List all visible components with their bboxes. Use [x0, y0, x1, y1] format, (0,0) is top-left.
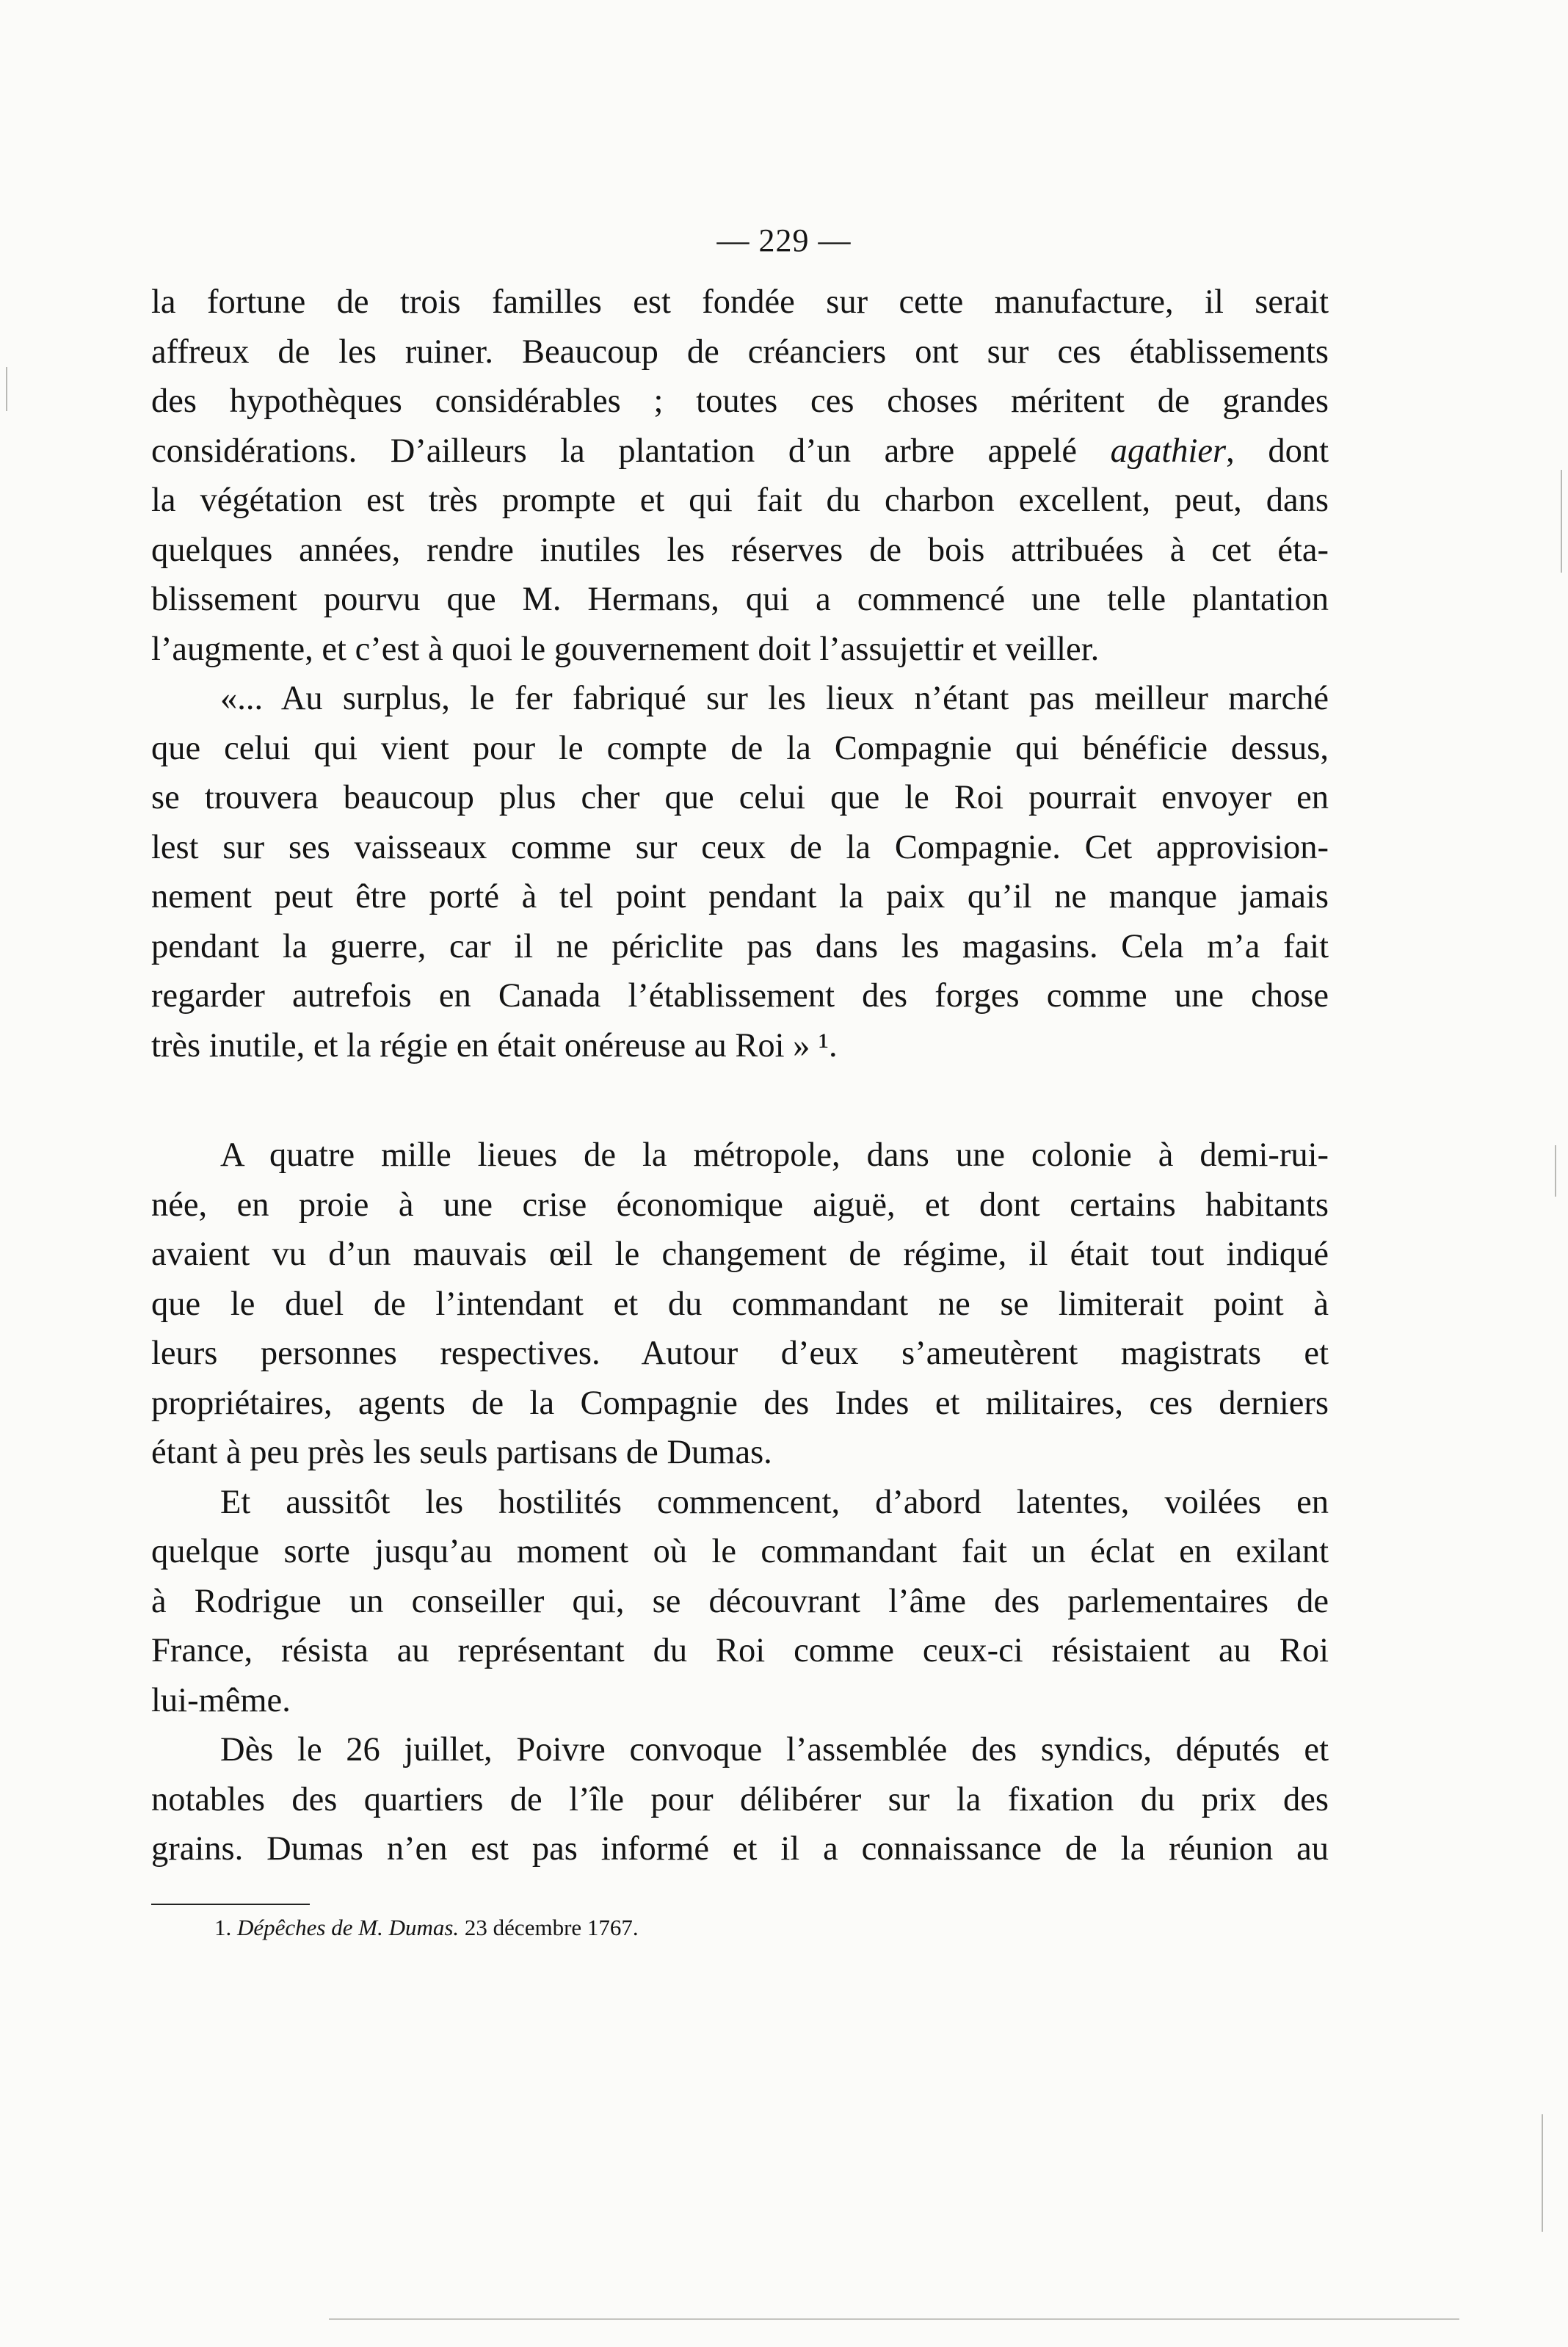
paragraph-quote: [151, 674, 1329, 1070]
italic-term: agathier: [1110, 432, 1227, 470]
text-line: leurs personnes respectives. Autour d’eux s’ameutèrent magistrats et: [151, 1335, 1329, 1372]
text-line: pendant la guerre, car il ne périclite pas dans les magasins. Cela m’a fait: [151, 927, 1329, 965]
text-line: se trouvera beaucoup plus cher que celui que le Roi pourrait envoyer en: [151, 779, 1329, 816]
scan-mark: [6, 367, 7, 411]
footnote: [214, 1912, 639, 1944]
text-line: avaient vu d’un mauvais œil le changement de régime, il était tout indiqué: [151, 1236, 1329, 1273]
paragraph: [151, 1478, 1329, 1726]
text-line: quelques années, rendre inutiles les réserves de bois attribuées à cet éta-: [151, 531, 1329, 569]
text-line: affreux de les ruiner. Beaucoup de créanciers ont sur ces établissements: [151, 333, 1329, 371]
paragraph: [151, 277, 1329, 674]
text-line: grains. Dumas n’en est pas informé et il a connaissance de la réunion au: [151, 1830, 1329, 1868]
text-line: que le duel de l’intendant et du commandant ne se limiterait point à: [151, 1285, 1329, 1323]
text-line: quelque sorte jusqu’au moment où le commandant fait un éclat en exilant: [151, 1533, 1329, 1570]
text-line: notables des quartiers de l’île pour délibérer sur la fixation du prix des: [151, 1780, 1329, 1818]
text-line: regarder autrefois en Canada l’établissement des forges comme une chose: [151, 977, 1329, 1015]
text-line: à Rodrigue un conseiller qui, se découvrant l’âme des parlementaires de: [151, 1582, 1329, 1620]
text-line: que celui qui vient pour le compte de la Compagnie qui bénéficie dessus,: [151, 729, 1329, 767]
text-line: «... Au surplus, le fer fabriqué sur les lieux n’étant pas meilleur marché: [220, 680, 1329, 717]
footnote-separator: [151, 1904, 310, 1905]
text-line: Et aussitôt les hostilités commencent, d’abord latentes, voilées en: [220, 1483, 1329, 1521]
text-line: nement peut être porté à tel point pendant la paix qu’il ne manque jamais: [151, 878, 1329, 915]
page-number: — 229 —: [716, 222, 852, 258]
text-line: Dès le 26 juillet, Poivre convoque l’assemblée des syndics, députés et: [220, 1731, 1329, 1769]
paragraph: [151, 1131, 1329, 1478]
text-line: des hypothèques considérables ; toutes ces choses méritent de grandes: [151, 382, 1329, 420]
text-line: la végétation est très prompte et qui fait du charbon excellent, peut, dans: [151, 482, 1329, 519]
footnote-source: Dépêches de M. Dumas.: [237, 1915, 460, 1940]
scan-mark: [1561, 470, 1562, 573]
footnote-marker: 1.: [214, 1915, 232, 1940]
text-line: née, en proie à une crise économique aiguë, et dont certains habitants: [151, 1186, 1329, 1224]
text-line: la fortune de trois familles est fondée sur cette manufacture, il serait: [151, 283, 1329, 321]
text-line: propriétaires, agents de la Compagnie des Indes et militaires, ces derniers: [151, 1384, 1329, 1422]
text-line: France, résista au représentant du Roi comme ceux-ci résistaient au Roi: [151, 1632, 1329, 1669]
text-line: A quatre mille lieues de la métropole, dans une colonie à demi-rui-: [220, 1136, 1329, 1174]
text-line-with-italic: considérations. D’ailleurs la plantation d’un arbre appelé agathier, dont: [151, 432, 1329, 470]
text-line: l’augmente, et c’est à quoi le gouvernement doit l’assujettir et veiller.: [151, 630, 1100, 668]
text-line: étant à peu près les seuls partisans de Dumas.: [151, 1434, 772, 1471]
scan-mark: [1555, 1145, 1556, 1197]
text-line: lui-même.: [151, 1681, 291, 1719]
text-line: très inutile, et la régie en était onéreuse au Roi » ¹.: [151, 1026, 838, 1064]
footnote-date: 23 décembre 1767.: [464, 1915, 639, 1940]
paragraph: [151, 1725, 1329, 1874]
text-line: lest sur ses vaisseaux comme sur ceux de la Compagnie. Cet approvision-: [151, 828, 1329, 866]
scan-edge-line: [329, 2318, 1459, 2320]
text-line: blissement pourvu que M. Hermans, qui a commencé une telle plantation: [151, 581, 1329, 618]
text-block-lower: [151, 1131, 1329, 1874]
scan-mark: [1542, 2114, 1543, 2232]
text-block-upper: [151, 277, 1329, 1070]
